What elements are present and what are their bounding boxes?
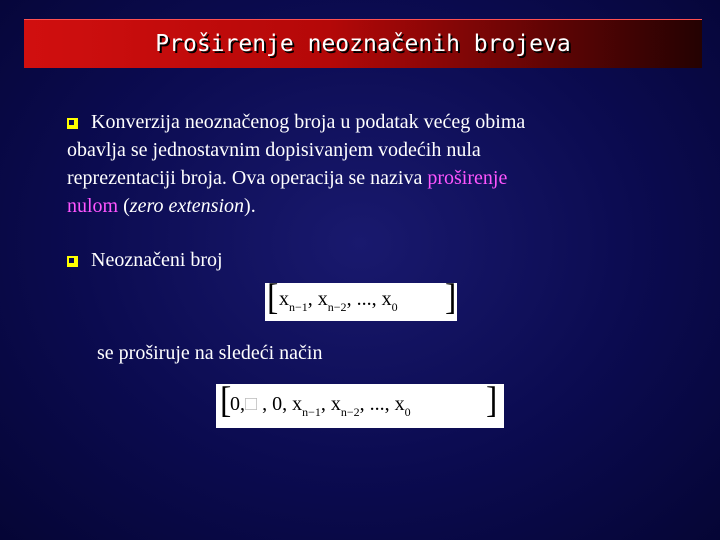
formula-unsigned-number [265, 277, 457, 321]
title-bar [24, 19, 702, 68]
paragraph-2-text: Neoznačeni broj [91, 249, 223, 271]
paren-open: ( [118, 195, 130, 217]
right-bracket: ] [445, 277, 457, 318]
paragraph-1-line-c: reprezentaciji broja. Ova operacija se naziva [67, 167, 428, 189]
highlight-prosirenje: proširenje [427, 167, 508, 189]
left-bracket: [ [267, 277, 279, 318]
paragraph-1-line-b: obavlja se jednostavnim dopisivanjem vodećih nula [67, 139, 481, 161]
formula-2-terms: 0,□ , 0, $x_{n-1}$, $x_{n-2}$, ..., $x_0$ [230, 393, 411, 419]
right-bracket: ] [486, 380, 498, 421]
zero-extension-term: zero extension [129, 195, 245, 217]
left-bracket: [ [220, 380, 232, 421]
slide-title: Proširenje neoznačenih brojeva [155, 31, 571, 57]
highlight-nulom: nulom [67, 195, 119, 217]
paren-close: ). [244, 195, 256, 217]
checkbox-bullet-icon [67, 256, 78, 267]
bullet-paragraph-1 [67, 108, 667, 220]
formula-zero-extended [216, 380, 504, 428]
bullet-paragraph-2 [67, 246, 667, 274]
paragraph-1-line-a: Konverzija neoznačenog broja u podatak većeg obima [91, 111, 526, 133]
formula-1-terms: $x_{n-1}$, $x_{n-2}$, ..., $x_0$ [279, 288, 398, 314]
checkbox-bullet-icon [67, 118, 78, 129]
extension-subtext: se proširuje na sledeći način [97, 342, 323, 364]
